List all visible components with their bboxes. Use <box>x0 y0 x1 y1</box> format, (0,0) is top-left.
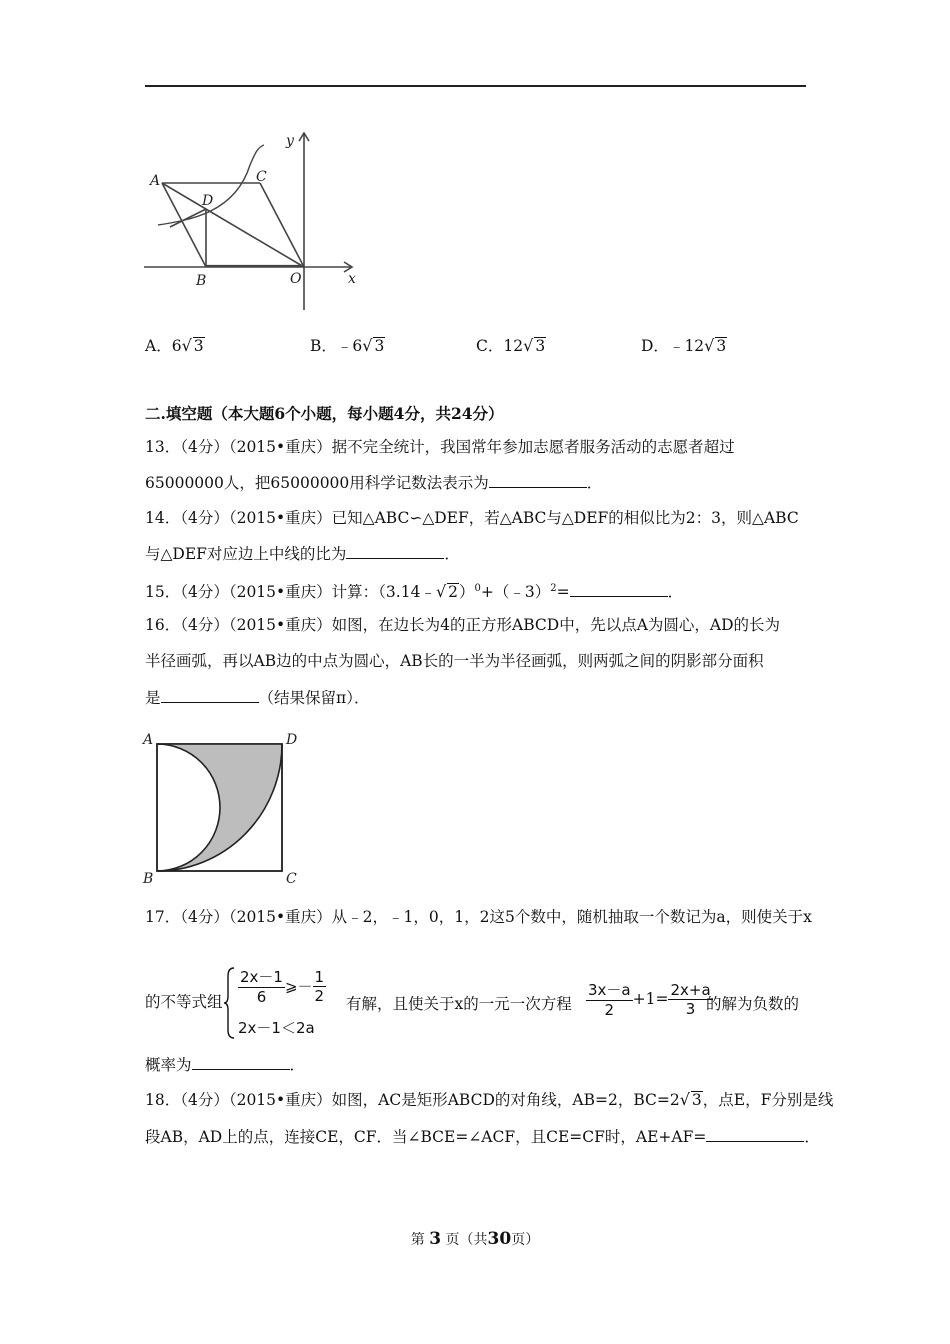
label-y: y <box>286 133 294 149</box>
q17-mid: 有解，且使关于x的一元一次方程 <box>346 995 572 1013</box>
q15-line: 15．（4分）（2015•重庆）计算：（3.14﹣√ 2）$^0$+（﹣3）$^2$= ． <box>145 582 684 602</box>
label-x: x <box>348 271 356 287</box>
q13-line1: 13．（4分）（2015•重庆）据不完全统计，我国常年参加志愿者服务活动的志愿者超过 <box>145 438 735 456</box>
choice-b: B．﹣6√ 3 <box>310 336 385 355</box>
segment-bd-diag <box>170 209 206 227</box>
q15-blank <box>570 582 668 597</box>
coordinate-figure <box>140 125 370 315</box>
square-figure <box>140 728 310 888</box>
choice-d: D．﹣12√ 3 <box>641 336 727 355</box>
label-a: A <box>150 173 161 189</box>
ineq2: 2x－1＜2a <box>238 1019 315 1037</box>
q18-blank <box>706 1127 804 1142</box>
q17-line3: 概率为 ． <box>145 1056 306 1074</box>
label-d: D <box>202 193 214 209</box>
q13-line2: 65000000人，把65000000用科学记数法表示为 ． <box>145 474 603 492</box>
q17-pre: 的不等式组 <box>145 993 223 1011</box>
q16-line1: 16．（4分）（2015•重庆）如图，在边长为4的正方形ABCD中，先以点A为圆心，AD的长为 <box>145 616 781 634</box>
page-total: 30 <box>487 1229 512 1249</box>
q16-line3: 是 （结果保留π）． <box>145 689 370 707</box>
curve <box>158 145 264 225</box>
q14-line2: 与△DEF对应边上中线的比为 ． <box>145 545 460 563</box>
label-b: B <box>196 273 207 289</box>
sq-label-a: A <box>143 732 154 748</box>
q17-blank <box>192 1055 290 1070</box>
choice-a: A．6√ 3 <box>145 336 204 355</box>
system-brace <box>224 966 236 1040</box>
section-heading: 二.填空题（本大题6个小题，每小题4分，共24分） <box>145 404 504 423</box>
header-rule <box>145 85 806 87</box>
sq-label-c: C <box>286 871 297 887</box>
page-footer: 第 3 页（共30页） <box>410 1229 540 1249</box>
label-c: C <box>256 169 267 185</box>
q14-blank <box>346 544 444 559</box>
q18-line2: 段AB，AD上的点，连接CE，CF．当∠BCE=∠ACF，且CE=CF时，AE+AF= ． <box>145 1128 820 1146</box>
q14-line1: 14．（4分）（2015•重庆）已知△ABC∽△DEF，若△ABC与△DEF的相似比为2：3，则△ABC <box>145 509 799 527</box>
ineq1: $\frac{2x-1}{6}$ ⩾－ $\frac{1}{2}$ <box>240 967 325 1006</box>
q17-equation: $\frac{3x-a}{2}$ +1= $\frac{2x+a}{3}$ <box>588 980 711 1019</box>
label-o: O <box>290 271 302 287</box>
q16-blank <box>161 688 259 703</box>
q13-blank <box>489 473 587 488</box>
sq-label-b: B <box>143 871 154 887</box>
choice-c: C．12√ 3 <box>476 336 546 355</box>
q18-line1: 18．（4分）（2015•重庆）如图，AC是矩形ABCD的对角线，AB=2，BC=2√ 3，点E，F分别是线 <box>145 1090 834 1109</box>
sq-label-d: D <box>286 732 298 748</box>
q17-line1: 17．（4分）（2015•重庆）从﹣2，﹣1，0，1，2这5个数中，随机抽取一个数记为a，则使关于x <box>145 908 812 926</box>
q17-post: 的解为负数的 <box>706 995 800 1013</box>
q16-line2: 半径画弧，再以AB边的中点为圆心，AB长的一半为半径画弧，则两弧之间的阴影部分面积 <box>145 652 764 670</box>
page-number: 3 <box>429 1229 442 1249</box>
